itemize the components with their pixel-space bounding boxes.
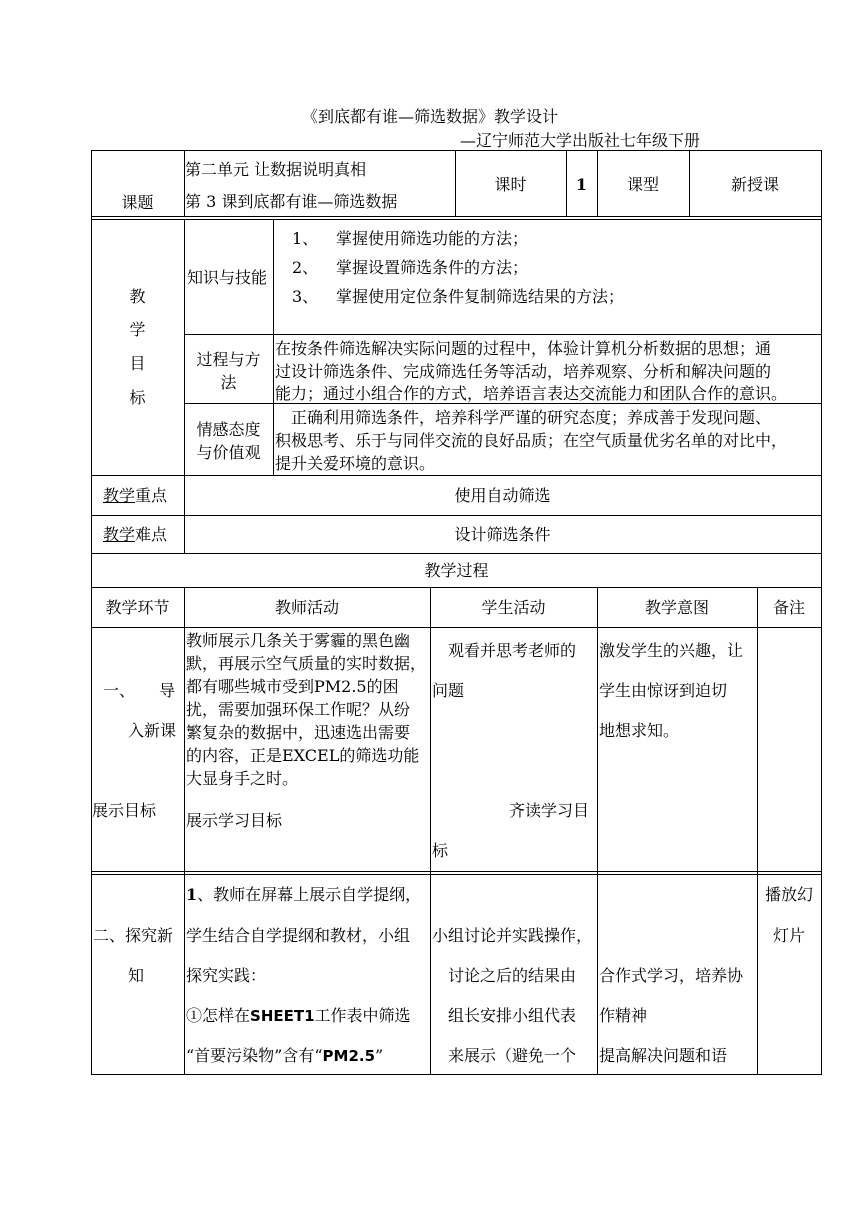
topic-line-1: 第二单元 让数据说明真相 — [185, 160, 367, 179]
text-line: 小组讨论并实践操作， — [432, 926, 593, 945]
process-goal-label: 过程与方 — [196, 350, 261, 369]
text-line: 组长安排小组代表 — [432, 1006, 577, 1025]
plain-text: 、教师在屏幕上展示自学提纲， — [197, 885, 422, 904]
text-line: 提高解决问题和语 — [599, 1046, 728, 1065]
h-line — [184, 334, 822, 335]
text-line: 积极思考、乐于与同伴交流的良好品质；在空气质量优劣名单的对比中， — [275, 431, 788, 450]
process-section-title: 教学过程 — [424, 561, 489, 580]
knowledge-num: 2、 — [292, 258, 319, 277]
bold-text: SHEET1 — [250, 1007, 315, 1025]
text-line — [186, 883, 421, 906]
text-line: 地想求知。 — [599, 721, 680, 740]
h-line — [91, 553, 822, 554]
key-label — [103, 484, 167, 507]
text-line: 展示学习目标 — [186, 811, 283, 830]
col-header-student: 学生活动 — [481, 598, 546, 617]
text-line: 在按条件筛选解决实际问题的过程中，体验计算机分析数据的思想；通 — [275, 339, 772, 358]
v-line — [273, 219, 274, 476]
text-line: 合作式学习，培养协 — [599, 966, 744, 985]
stage-1a: 一、 导 — [103, 681, 176, 700]
text-line: 正确利用筛选条件，培养科学严谨的研究态度；养成善于发现问题、 — [275, 408, 772, 427]
text-line: 大显身手之时。 — [186, 769, 299, 788]
h-line — [91, 627, 822, 628]
text-line: 能力；通过小组合作的方式，培养语言表达交流能力和团队合作的意识。 — [275, 384, 788, 403]
text-line — [186, 1044, 383, 1068]
knowledge-text: 掌握使用定位条件复制筛选结果的方法； — [336, 287, 625, 306]
knowledge-num: 3、 — [292, 287, 319, 306]
bold-text: PM2.5 — [322, 1047, 376, 1065]
h-line — [91, 216, 822, 217]
text-line: 播放幻 — [764, 885, 813, 904]
goals-label-char: 目 — [129, 354, 146, 373]
v-line — [597, 587, 598, 1075]
goals-label-char: 教 — [129, 287, 146, 306]
plain-text: ” — [375, 1046, 384, 1065]
v-line — [821, 150, 822, 1075]
text-line: 默，再展示空气质量的实时数据， — [186, 654, 427, 673]
plain-text: 工作表中筛选 — [314, 1006, 411, 1025]
v-line — [757, 587, 758, 1075]
difficulty-label-rest: 难点 — [135, 525, 168, 544]
text-line: 激发学生的兴趣，让 — [599, 641, 744, 660]
v-line — [430, 587, 431, 1075]
topic-label: 课题 — [121, 193, 154, 212]
text-line: 繁复杂的数据中，迅速选出需要 — [186, 723, 411, 742]
v-line — [184, 587, 185, 1075]
col-header-teacher: 教师活动 — [274, 598, 339, 617]
knowledge-text: 掌握使用筛选功能的方法； — [336, 229, 529, 248]
text-line: 作精神 — [599, 1006, 648, 1025]
text-line: 观看并思考老师的 — [432, 641, 577, 660]
goals-label-char: 学 — [129, 320, 146, 339]
plain-text: ①怎样在 — [186, 1006, 251, 1025]
type-value: 新授课 — [730, 175, 779, 194]
hours-value: 1 — [575, 175, 588, 194]
plain-text: “首要污染物”含有“ — [186, 1046, 323, 1065]
knowledge-text: 掌握设置筛选条件的方法； — [336, 258, 529, 277]
text-line: 灯片 — [772, 926, 805, 945]
hours-label: 课时 — [494, 175, 527, 194]
h-line — [91, 874, 822, 875]
key-value: 使用自动筛选 — [454, 486, 551, 505]
bold-text: 1 — [186, 885, 198, 904]
text-line: 探究实践： — [186, 966, 267, 985]
emotion-goal-label: 与价值观 — [196, 443, 261, 462]
key-label-rest: 重点 — [135, 486, 168, 505]
text-line — [186, 1004, 411, 1028]
col-header-intent: 教学意图 — [644, 598, 709, 617]
text-line: 过设计筛选条件、完成筛选任务等活动，培养观察、分析和解决问题的 — [275, 362, 772, 381]
stage-1c: 展示目标 — [92, 801, 157, 820]
stage-2b: 知 — [128, 966, 145, 985]
type-label: 课型 — [626, 175, 659, 194]
h-line — [91, 587, 822, 588]
text-line: 标 — [432, 841, 449, 860]
h-line — [91, 871, 822, 872]
difficulty-label-underlined: 教学 — [103, 525, 136, 544]
text-line: 扰，需要加强环保工作呢？从纷 — [186, 700, 411, 719]
text-line: 问题 — [432, 681, 465, 700]
difficulty-label — [103, 523, 167, 546]
key-label-underlined: 教学 — [103, 486, 136, 505]
knowledge-label: 知识与技能 — [187, 268, 268, 287]
col-header-stage: 教学环节 — [105, 598, 170, 617]
knowledge-num: 1、 — [292, 229, 319, 248]
text-line: 教师展示几条关于雾霾的黑色幽 — [186, 631, 411, 650]
text-line: 提升关爱环境的意识。 — [275, 454, 436, 473]
process-goal-label: 法 — [220, 373, 237, 392]
document-title: 《到底都有谁—筛选数据》教学设计 — [301, 107, 558, 126]
goals-label-char: 标 — [129, 388, 146, 407]
text-line: 学生由惊讶到迫切 — [599, 681, 728, 700]
col-header-note: 备注 — [772, 598, 805, 617]
text-line: 讨论之后的结果由 — [432, 966, 577, 985]
topic-line-2: 第 3 课到底都有谁—筛选数据 — [185, 192, 398, 211]
stage-2a: 二、探究新 — [93, 926, 174, 945]
h-line — [91, 150, 822, 151]
h-line — [91, 515, 822, 516]
document-subtitle: —辽宁师范大学出版社七年级下册 — [460, 131, 701, 150]
stage-1b: 入新课 — [128, 721, 177, 740]
h-line — [91, 219, 822, 220]
text-line: 齐读学习目 — [509, 801, 590, 820]
text-line: 学生结合自学提纲和教材，小组 — [186, 926, 411, 945]
h-line — [91, 1074, 822, 1075]
emotion-goal-label: 情感态度 — [196, 420, 261, 439]
text-line: 都有哪些城市受到PM2.5的困 — [186, 677, 399, 696]
difficulty-value: 设计筛选条件 — [454, 525, 551, 544]
text-line: 来展示（避免一个 — [432, 1046, 577, 1065]
text-line: 的内容，正是EXCEL的筛选功能 — [186, 746, 420, 765]
h-line — [91, 475, 822, 476]
